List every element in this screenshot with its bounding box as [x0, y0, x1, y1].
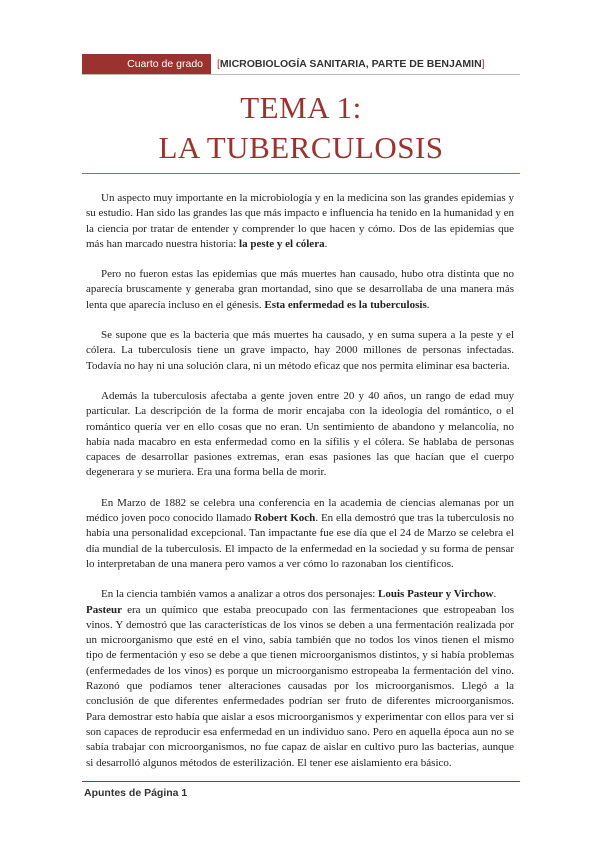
header-bracket-open: [	[217, 58, 220, 70]
header-title	[211, 54, 485, 74]
paragraph-1-text: Un aspecto muy importante en la microbiología y en la medicina son las grandes epidemias y su estudio. Han sido las grandes las que más impacto e influencia ha tenido en la humanidad y en la ciencia por tratar de entender y comprender lo que hacen y cómo. Dos de las epidemias que más han marcado nuestra historia:	[86, 192, 514, 250]
paragraph-5-bold: Robert Koch	[254, 512, 316, 525]
document-body	[86, 191, 514, 786]
page-title	[82, 88, 520, 168]
paragraph-6	[86, 587, 514, 602]
title-line-2: LA TUBERCULOSIS	[158, 130, 444, 165]
footer-divider	[82, 781, 520, 782]
header-divider	[82, 74, 520, 75]
paragraph-2-end: .	[426, 298, 430, 311]
page-footer: Apuntes de Página 1	[84, 787, 188, 799]
paragraph-6-end: .	[493, 588, 497, 601]
page-header	[82, 54, 520, 74]
header-title-text: MICROBIOLOGÍA SANITARIA, PARTE DE BENJAMIN	[219, 58, 482, 70]
paragraph-1-end: .	[324, 237, 328, 250]
paragraph-5-text-b: . En ella demostró que tras la tuberculosis no había una personalidad excepcional. Tan impactante fue ese día que el 24 de Marzo se celebra el día mundial de la tuberculosis. El impacto de la enfermedad en la sociedad y su forma de pensar lo interpretaban de una manera pero vamos a ver cómo lo razonaban los científicos.	[86, 512, 515, 570]
paragraph-2	[86, 267, 514, 313]
header-tab: Cuarto de grado	[82, 54, 211, 74]
paragraph-1	[86, 191, 514, 252]
paragraph-1-bold: la peste y el cólera	[239, 237, 325, 250]
paragraph-5-text-a: En Marzo de 1882 se celebra una conferencia en la academia de ciencias alemanas por un médico joven poco conocido llamado	[86, 496, 514, 525]
paragraph-7-bold: Pasteur	[86, 603, 123, 616]
paragraph-2-text: Pero no fueron estas las epidemias que más muertes han causado, hubo otra distinta que no aparecía bruscamente y generaba gran mortandad, sino que se desarrollaba de una manera más lenta que aparecía incluso en el génesis.	[86, 268, 514, 311]
paragraph-3: Se supone que es la bacteria que más muertes ha causado, y en suma supera a la peste y el cólera. La tuberculosis tiene un grave impacto, hay 2000 millones de personas infectadas. Todavía no hay ni una solución clara, ni un método eficaz que nos permita eliminar esa bacteria.	[86, 329, 514, 372]
paragraph-2-bold: Esta enfermedad es la tuberculosis	[264, 298, 427, 311]
title-divider	[82, 173, 520, 174]
paragraph-6-text: En la ciencia también vamos a analizar a otros dos personajes:	[101, 588, 379, 601]
paragraph-7-text: era un químico que estaba preocupado con las fermentaciones que estropeaban los vinos. Y demostró que las características de los vinos se deben a una fermentación realizada por un microorganismo que esté en el vino, sabía también que no todos los vinos tienen el mismo tipo de fermentación y eso se debe a que tienen microorganismos distintos, y si había problemas (enfermedades de los vinos) es porque un microorganismo estropeaba la fermentación del vino. Razonó que podíamos tener alteraciones causadas por los microorganismos. Llegó a la conclusión de que diferentes enfermedades podrían ser fruto de diferentes microorganismos. Para demostrar esto había que aislar a esos microorganismos y experimentar con ellos para ver si son capaces de reproducir esa enfermedad en un individuo sano. Pero en aquella época aun no se sabía trabajar con microorganismos, no fue capaz de aislar en cultivo puro las bacterias, aunque si desarrolló algunos métodos de esterilización. El tener ese aislamiento era básico.	[86, 603, 514, 769]
paragraph-4: Además la tuberculosis afectaba a gente joven entre 20 y 40 años, un rango de edad muy particular. La descripción de la forma de morir encajaba con la ideología del romántico, o el romántico quería ver en ello cosas que no eran. Un sentimiento de abandono y melancolía, no había nada macabro en esta enfermedad como en la sífilis y el cólera. Se hablaba de personas capaces de desarrollar pasiones extremas, eran esas pasiones las que hacían que el cuerpo degenerara y se muriera. Era una forma bella de morir.	[86, 389, 514, 479]
paragraph-6-bold: Louis Pasteur y Virchow	[378, 588, 494, 601]
paragraph-7	[86, 603, 514, 771]
header-bracket-close: ]	[481, 58, 485, 70]
title-line-1: TEMA 1:	[240, 90, 362, 125]
paragraph-5	[86, 496, 514, 572]
